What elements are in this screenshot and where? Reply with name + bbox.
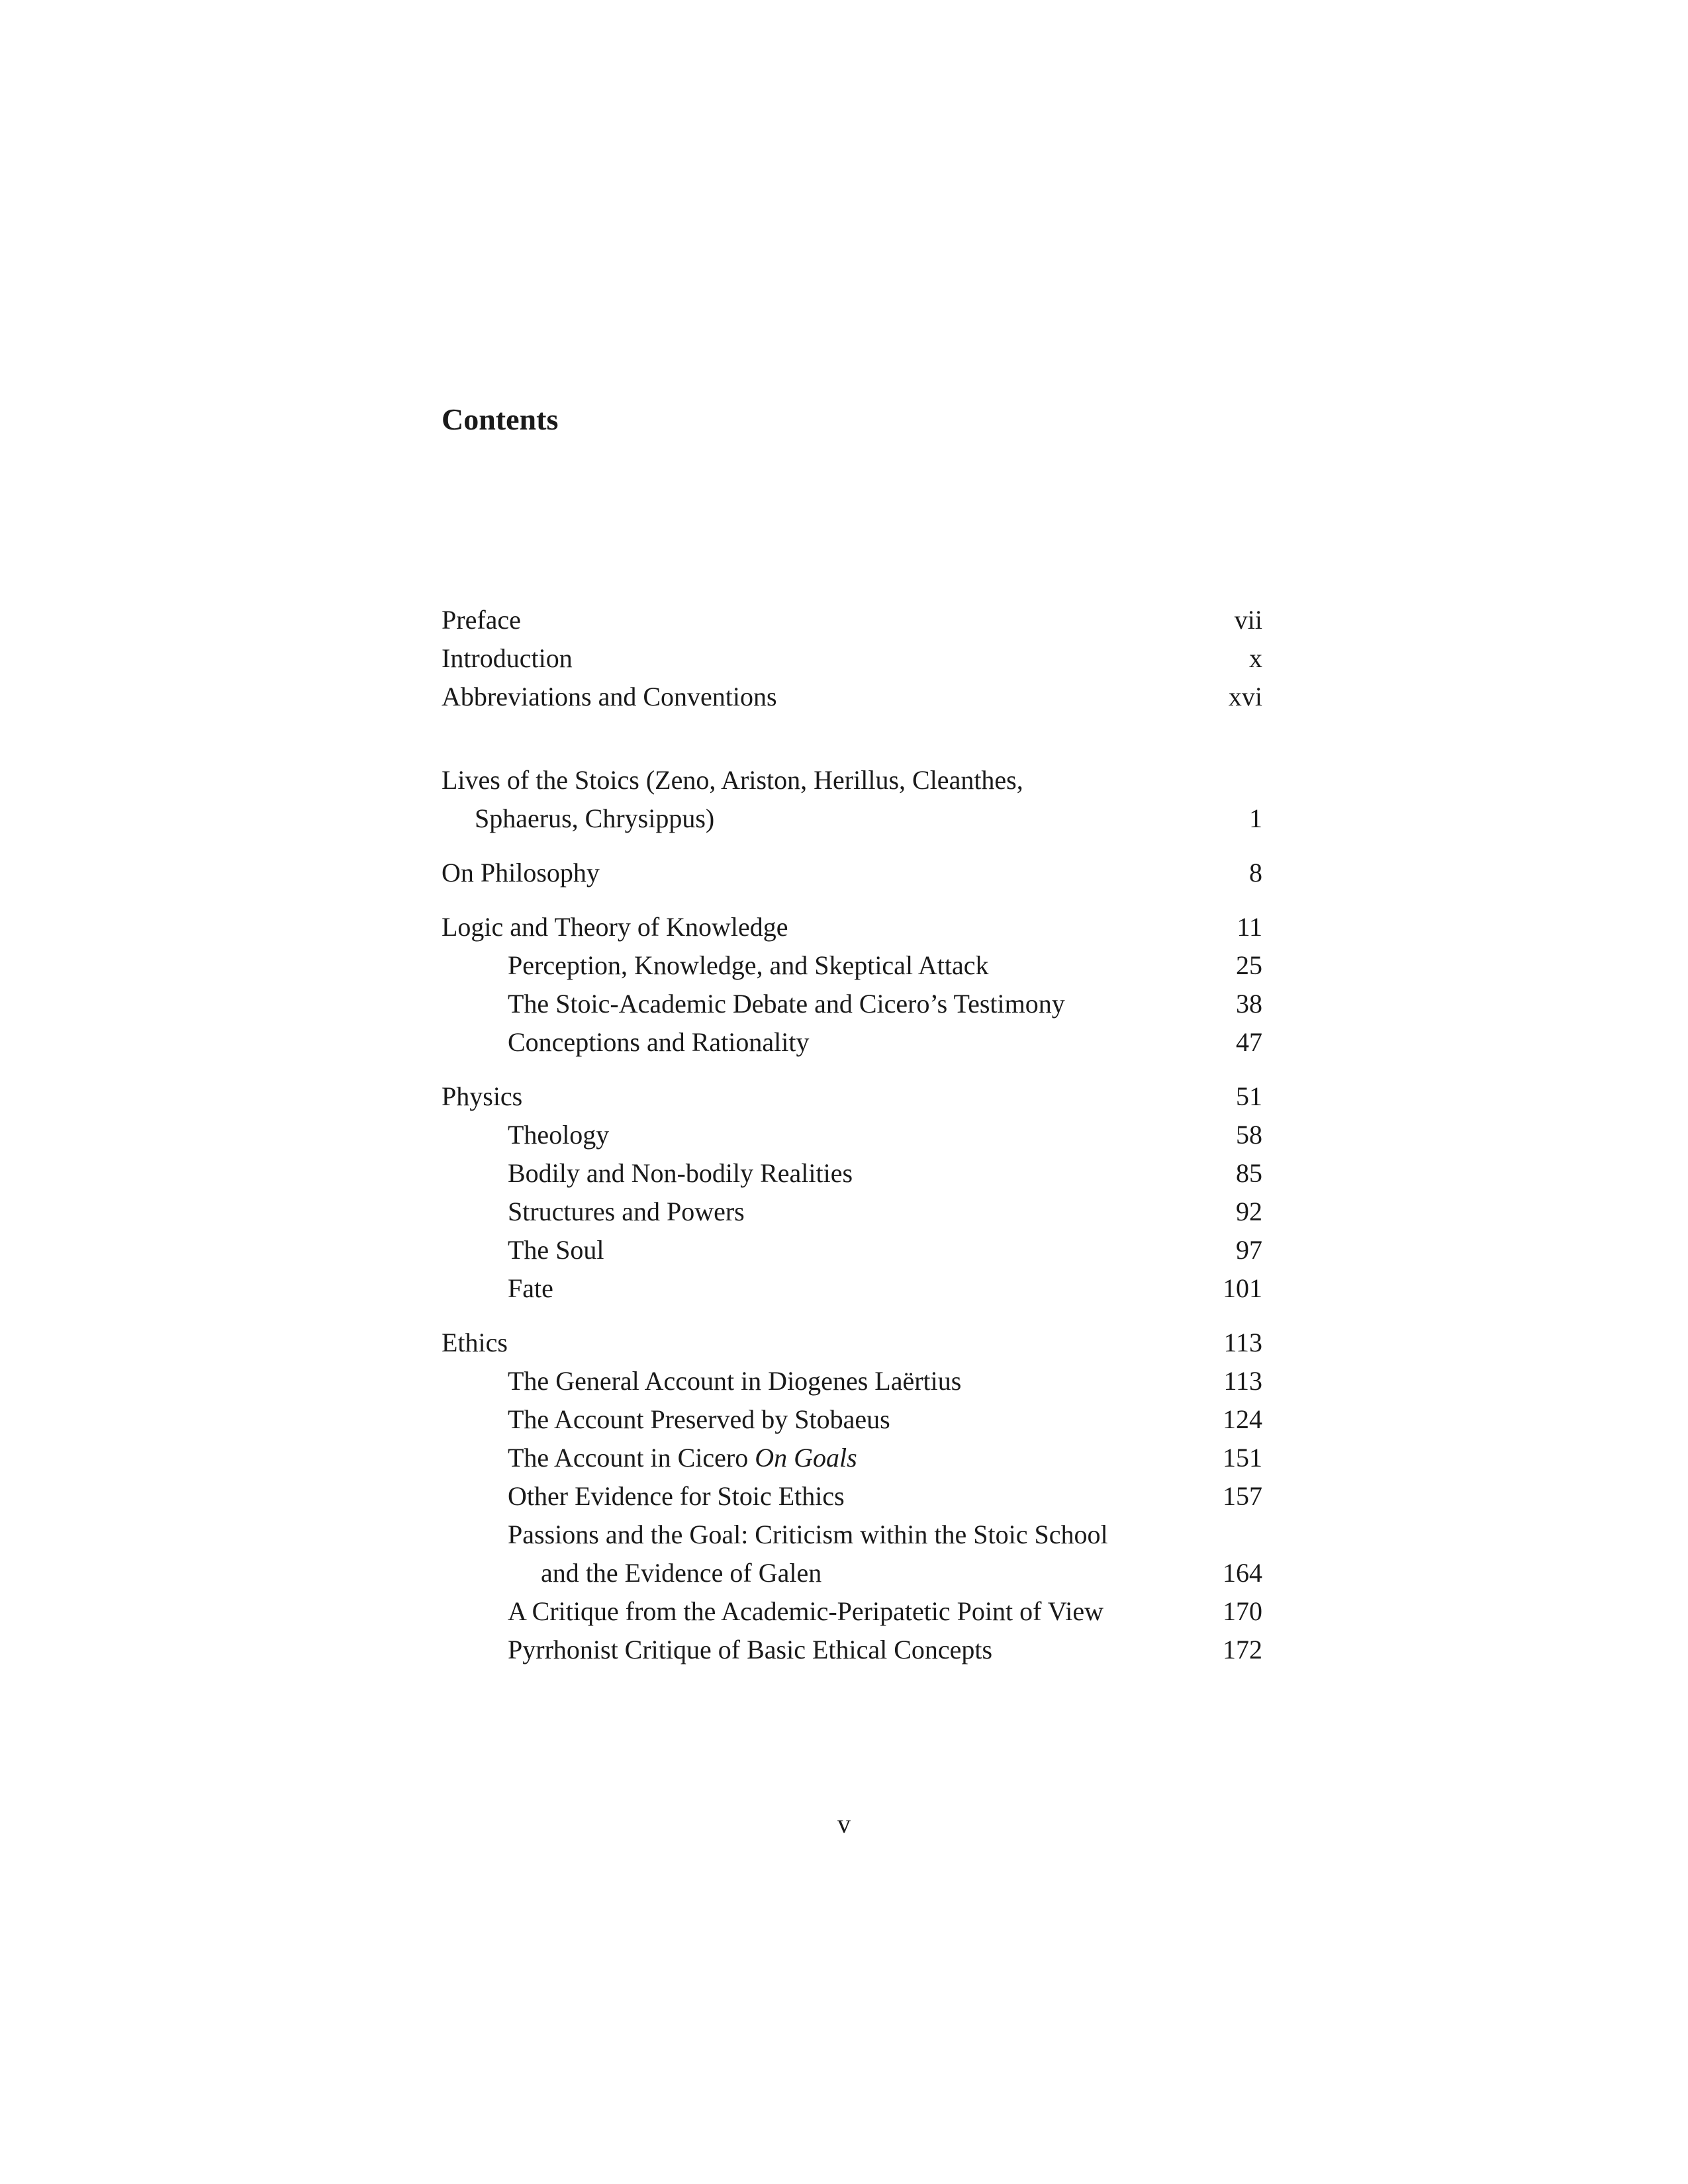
toc-entry-title-line1: Passions and the Goal: Criticism within the Stoic School — [508, 1520, 1108, 1549]
toc-subentry-continued[interactable] — [442, 1554, 1262, 1592]
toc-entry-title: On Philosophy — [442, 858, 600, 887]
toc-entry-page: 151 — [1223, 1443, 1262, 1473]
toc-entry-page: 51 — [1236, 1081, 1262, 1111]
toc-entry-title: Preface — [442, 605, 521, 635]
toc-entry-page: 97 — [1236, 1235, 1262, 1265]
toc-entry-title: Abbreviations and Conventions — [442, 682, 777, 711]
toc-subentry[interactable] — [442, 1631, 1262, 1669]
toc-entry-title: Physics — [442, 1081, 523, 1111]
toc-entry-title: Ethics — [442, 1328, 508, 1357]
toc-entry-title: Perception, Knowledge, and Skeptical Attack — [508, 950, 989, 980]
toc-entry-lives-continued[interactable] — [442, 799, 1262, 838]
toc-entry-lives[interactable] — [442, 761, 1262, 799]
toc-subentry[interactable] — [442, 1116, 1262, 1154]
toc-entry-title: Structures and Powers — [508, 1197, 745, 1226]
toc-entry-page: 164 — [1223, 1558, 1262, 1588]
toc-entry-title-italic: On Goals — [755, 1443, 857, 1473]
toc-entry-page: xvi — [1228, 682, 1262, 711]
toc-entry-logic[interactable] — [442, 908, 1262, 946]
toc-entry-page: 157 — [1223, 1481, 1262, 1511]
toc-subentry[interactable] — [442, 1400, 1262, 1439]
toc-subentry[interactable] — [442, 1269, 1262, 1308]
toc-subentry[interactable] — [442, 1193, 1262, 1231]
toc-subentry[interactable] — [442, 1516, 1262, 1554]
toc-entry-page: 47 — [1236, 1027, 1262, 1057]
toc-entry-title: Fate — [508, 1273, 553, 1303]
toc-entry-title: Bodily and Non-bodily Realities — [508, 1158, 853, 1188]
toc-entry-page: vii — [1234, 605, 1262, 635]
toc-entry-page: 11 — [1237, 912, 1262, 942]
toc-entry-page: 172 — [1223, 1635, 1262, 1664]
toc-entry-title: Conceptions and Rationality — [508, 1027, 810, 1057]
toc-entry-title: A Critique from the Academic-Peripatetic Point of View — [508, 1596, 1103, 1626]
toc-entry-on-philosophy[interactable] — [442, 854, 1262, 892]
toc-entry-title-line2: Sphaerus, Chrysippus) — [475, 803, 715, 833]
toc-entry-title — [508, 1439, 857, 1477]
toc-entry-abbreviations[interactable] — [442, 678, 1262, 716]
toc-entry-introduction[interactable] — [442, 639, 1262, 678]
toc-entry-title: Logic and Theory of Knowledge — [442, 912, 788, 942]
toc-entry-page: 101 — [1223, 1273, 1262, 1303]
toc-entry-page: 58 — [1236, 1120, 1262, 1150]
toc-entry-page: 170 — [1223, 1596, 1262, 1626]
toc-entry-title-line2: and the Evidence of Galen — [541, 1558, 822, 1588]
toc-entry-title: The Account Preserved by Stobaeus — [508, 1404, 890, 1434]
toc-entry-page: 113 — [1223, 1328, 1262, 1357]
toc-entry-title-line1: Lives of the Stoics (Zeno, Ariston, Herillus, Cleanthes, — [442, 765, 1023, 795]
toc-entry-title: The General Account in Diogenes Laërtius — [508, 1366, 962, 1396]
toc-subentry[interactable] — [442, 1154, 1262, 1193]
toc-entry-page: 8 — [1249, 858, 1262, 887]
toc-subentry[interactable] — [442, 1231, 1262, 1269]
toc-entry-title: Other Evidence for Stoic Ethics — [508, 1481, 845, 1511]
toc-subentry[interactable] — [442, 1477, 1262, 1516]
toc-entry-page: 124 — [1223, 1404, 1262, 1434]
toc-entry-title: Pyrrhonist Critique of Basic Ethical Concepts — [508, 1635, 993, 1664]
toc-entry-preface[interactable] — [442, 601, 1262, 639]
toc-subentry[interactable] — [442, 1362, 1262, 1400]
toc-entry-page: 38 — [1236, 989, 1262, 1019]
toc-subentry[interactable] — [442, 1023, 1262, 1062]
toc-entry-title: Introduction — [442, 643, 573, 673]
toc-entry-physics[interactable] — [442, 1077, 1262, 1116]
toc-entry-ethics[interactable] — [442, 1324, 1262, 1362]
toc-subentry[interactable] — [442, 1592, 1262, 1631]
toc-subentry[interactable] — [442, 1439, 1262, 1477]
toc-entry-title: The Stoic-Academic Debate and Cicero’s Testimony — [508, 989, 1065, 1019]
toc-entry-page: 92 — [1236, 1197, 1262, 1226]
toc-subentry[interactable] — [442, 946, 1262, 985]
toc-subentry[interactable] — [442, 985, 1262, 1023]
page-title: Contents — [442, 402, 559, 436]
toc-entry-page: 1 — [1249, 803, 1262, 833]
toc-entry-title: Theology — [508, 1120, 610, 1150]
toc-entry-title-prefix: The Account in Cicero — [508, 1443, 755, 1473]
toc-entry-page: 85 — [1236, 1158, 1262, 1188]
toc-entry-page: 113 — [1223, 1366, 1262, 1396]
page-number: v — [837, 1809, 851, 1839]
toc-entry-title: The Soul — [508, 1235, 604, 1265]
toc-entry-page: 25 — [1236, 950, 1262, 980]
toc-entry-page: x — [1249, 643, 1262, 673]
